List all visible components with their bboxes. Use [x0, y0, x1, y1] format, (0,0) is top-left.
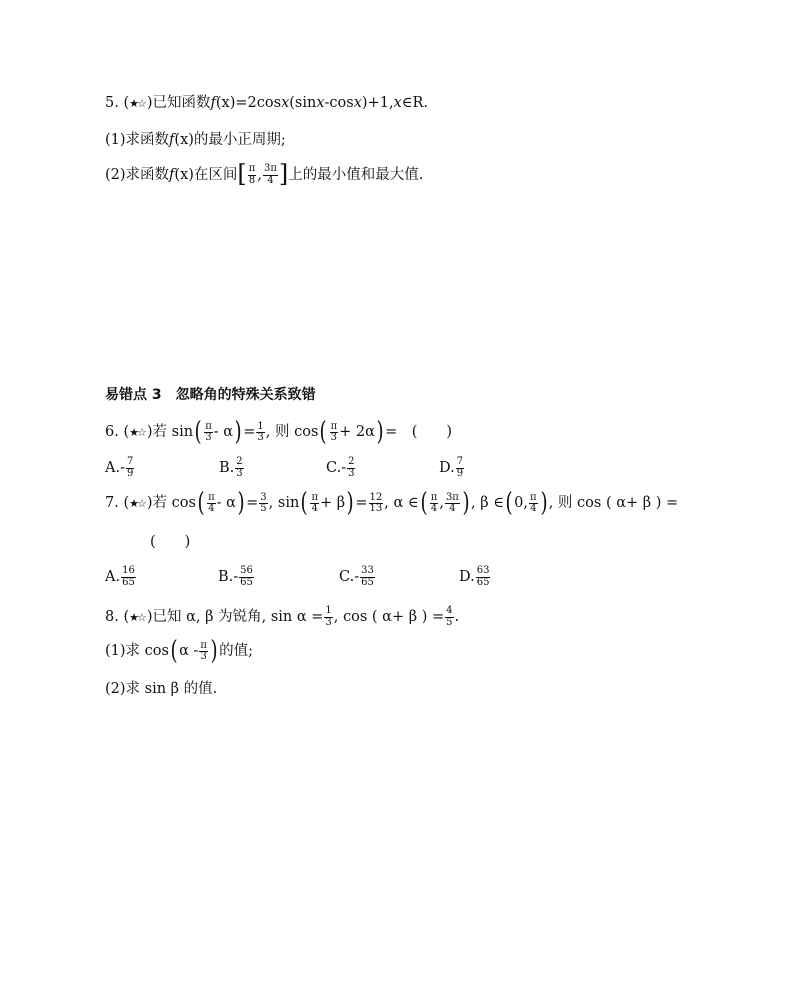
fraction: $\frac{\pi}{3}$: [330, 420, 338, 444]
fraction: $\frac{1}{3}$: [257, 420, 264, 444]
fraction: $\frac{12}{13}$: [369, 491, 383, 515]
fraction: $\frac{63}{65}$: [476, 565, 490, 588]
fraction: $\frac{2}{3}$: [348, 456, 355, 479]
star-rating-icon: ★☆: [129, 96, 145, 110]
q6-option-d[interactable]: D. $\frac{7}{9}$: [439, 456, 464, 479]
q5-part2: (2)求函数 f (x) 在区间 [ $\frac{\pi}{8}$ , $\frac{3\pi}{4}$ ] 上的最小值和最大值.: [105, 160, 424, 189]
q5-part1: (1)求函数 f (x) 的最小正周期;: [105, 132, 286, 148]
q5-stem: 5. ( ★☆ ) 已知函数 f (x) =2cos x (sin x -cos x )+1, x ∈R.: [105, 95, 429, 111]
fraction: $\frac{33}{65}$: [361, 565, 374, 588]
q8-part1: (1)求 cos ( α - $\frac{\pi}{3}$ ) 的值;: [105, 636, 254, 666]
fraction: $\frac{3}{5}$: [260, 491, 267, 515]
section-heading: 易错点 3 忽略角的特殊关系致错: [105, 387, 316, 403]
fraction: $\frac{\pi}{4}$: [208, 491, 215, 515]
q6-stem: 6. ( ★☆ ) 若 sin ( $\frac{\pi}{3}$ - α ) = $\frac{1}{3}$ , 则 cos ( $\frac{\pi}{3}$ + 2α ) = ( ): [105, 417, 453, 447]
fraction: $\frac{1}{3}$: [325, 605, 332, 628]
fraction: $\frac{\pi}{4}$: [311, 491, 319, 515]
q8-stem: 8. ( ★☆ ) 已知 α, β 为锐角, sin α = $\frac{1}{3}$ , cos ( α+ β ) = $\frac{4}{5}$ .: [105, 605, 460, 628]
fraction: $\frac{56}{65}$: [240, 565, 253, 588]
fraction: $\frac{4}{5}$: [446, 605, 453, 628]
q7-option-b[interactable]: B. - $\frac{56}{65}$: [218, 565, 253, 588]
q7-option-a[interactable]: A. $\frac{16}{65}$: [105, 565, 135, 588]
star-rating-icon: ★☆: [129, 497, 145, 511]
fraction: $\frac{\pi}{3}$: [200, 639, 207, 663]
fraction: $\frac{3\pi}{4}$: [445, 491, 459, 515]
q7-option-c[interactable]: C. - $\frac{33}{65}$: [339, 565, 374, 588]
star-rating-icon: ★☆: [129, 610, 145, 624]
fraction: $\frac{\pi}{3}$: [205, 420, 212, 444]
fraction: $\frac{\pi}{4}$: [529, 491, 537, 515]
q7-answer-paren: ( ): [150, 534, 191, 550]
fraction: $\frac{3\pi}{4}$: [263, 163, 277, 186]
star-rating-icon: ★☆: [129, 426, 145, 440]
fraction: $\frac{\pi}{4}$: [430, 491, 438, 515]
q8-part2: (2)求 sin β 的值.: [105, 681, 218, 697]
q7-option-d[interactable]: D. $\frac{63}{65}$: [459, 565, 490, 588]
q6-option-a[interactable]: A. - $\frac{7}{9}$: [105, 456, 134, 479]
q7-stem: 7. ( ★☆ ) 若 cos ( $\frac{\pi}{4}$ - α ) = $\frac{3}{5}$ , sin ( $\frac{\pi}{4}$ + β ) = $\frac{12}{13}$ , α ∈ ( $\frac{\pi}{4}$ , $\frac{3\pi}{4}$ ) , β ∈ ( 0, $\frac{\pi}{4}$ ) , 则 cos ( α+ β ) =: [105, 488, 679, 518]
fraction: $\frac{2}{3}$: [236, 456, 243, 479]
fraction: $\frac{16}{65}$: [122, 565, 135, 588]
fraction: $\frac{7}{9}$: [456, 456, 464, 479]
q6-option-c[interactable]: C. - $\frac{2}{3}$: [326, 456, 355, 479]
fraction: $\frac{7}{9}$: [127, 456, 134, 479]
q6-option-b[interactable]: B. $\frac{2}{3}$: [219, 456, 243, 479]
fraction: $\frac{\pi}{8}$: [248, 163, 256, 186]
